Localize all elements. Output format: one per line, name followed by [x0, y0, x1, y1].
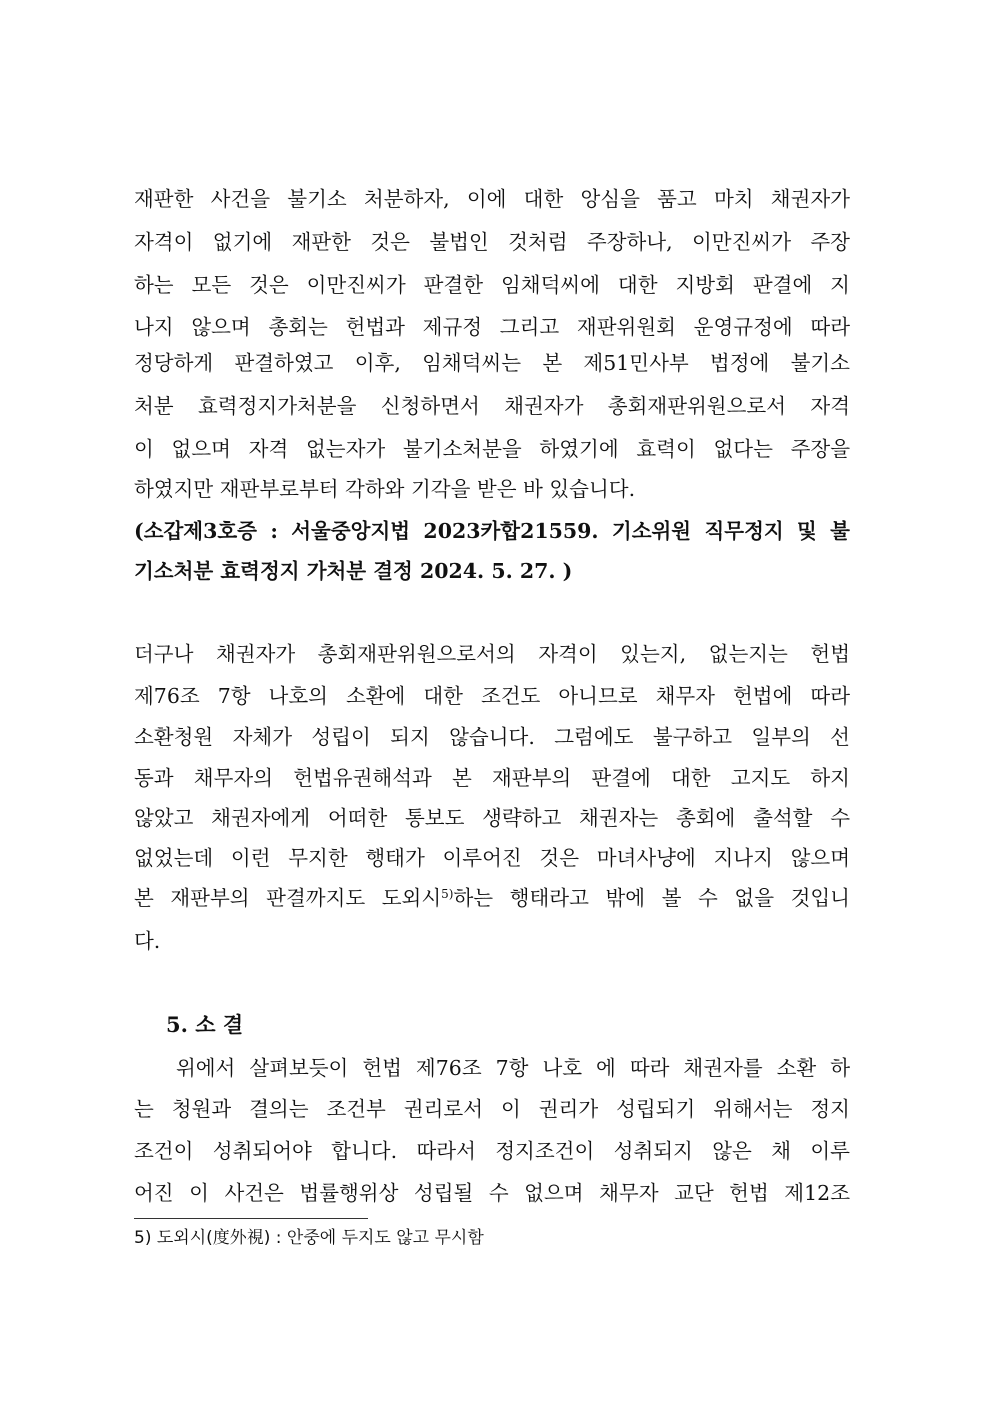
- line-text: 하는 행태라고 밖에 볼 수 없을 것입니: [453, 886, 850, 910]
- evidence-citation-line: 기소처분 효력정지 가처분 결정 2024. 5. 27. ): [134, 559, 573, 583]
- paragraph-1-line: 하는 모든 것은 이만진씨가 판결한 임채덕씨에 대한 지방회 판결에 지: [134, 273, 850, 297]
- paragraph-1-line: 자격이 없기에 재판한 것은 불법인 것처럼 주장하나, 이만진씨가 주장: [134, 230, 850, 254]
- paragraph-2-line-with-footnote: [134, 885, 850, 911]
- paragraph-2-line: 없었는데 이런 무지한 행태가 이루어진 것은 마녀사냥에 지나지 않으며: [134, 846, 850, 870]
- footnote-reference: 5): [441, 887, 454, 901]
- paragraph-2-line: 제76조 7항 나호의 소환에 대한 조건도 아니므로 채무자 헌법에 따라: [134, 684, 850, 708]
- section-5-line: 조건이 성취되어야 합니다. 따라서 정지조건이 성취되지 않은 채 이루: [134, 1139, 850, 1163]
- section-5-line: 어진 이 사건은 법률행위상 성립될 수 없으며 채무자 교단 헌법 제12조: [134, 1181, 850, 1205]
- paragraph-2-line: 않았고 채권자에게 어떠한 통보도 생략하고 채권자는 총회에 출석할 수: [134, 806, 850, 830]
- paragraph-2-line: 동과 채무자의 헌법유권해석과 본 재판부의 판결에 대한 고지도 하지: [134, 766, 850, 790]
- evidence-citation-line: (소갑제3호증 : 서울중앙지법 2023카합21559. 기소위원 직무정지 및 불: [134, 519, 850, 543]
- footnote: 5) 도외시(度外視) : 안중에 두지도 않고 무시함: [134, 1228, 484, 1248]
- section-5-line: 위에서 살펴보듯이 헌법 제76조 7항 나호 에 따라 채권자를 소환 하: [134, 1056, 850, 1080]
- paragraph-1-line: 정당하게 판결하였고 이후, 임채덕씨는 본 제51민사부 법정에 불기소: [134, 351, 850, 375]
- line-text: 본 재판부의 판결까지도 도외시: [134, 886, 442, 910]
- paragraph-1-line: 이 없으며 자격 없는자가 불기소처분을 하였기에 효력이 없다는 주장을: [134, 437, 850, 461]
- section-5-line: 는 청원과 결의는 조건부 권리로서 이 권리가 성립되기 위해서는 정지: [134, 1097, 850, 1121]
- footnote-divider: [134, 1218, 368, 1219]
- paragraph-2-line: 다.: [134, 929, 161, 953]
- paragraph-1-line: 하였지만 재판부로부터 각하와 기각을 받은 바 있습니다.: [134, 477, 636, 501]
- section-heading: 5. 소 결: [166, 1012, 244, 1037]
- paragraph-1-line: 나지 않으며 총회는 헌법과 제규정 그리고 재판위원회 운영규정에 따라: [134, 315, 850, 339]
- paragraph-2-line: 더구나 채권자가 총회재판위원으로서의 자격이 있는지, 없는지는 헌법: [134, 642, 850, 666]
- paragraph-2-line: 소환청원 자체가 성립이 되지 않습니다. 그럼에도 불구하고 일부의 선: [134, 725, 850, 749]
- paragraph-1-line: 재판한 사건을 불기소 처분하자, 이에 대한 앙심을 품고 마치 채권자가: [134, 187, 850, 211]
- paragraph-1-line: 처분 효력정지가처분을 신청하면서 채권자가 총회재판위원으로서 자격: [134, 394, 850, 418]
